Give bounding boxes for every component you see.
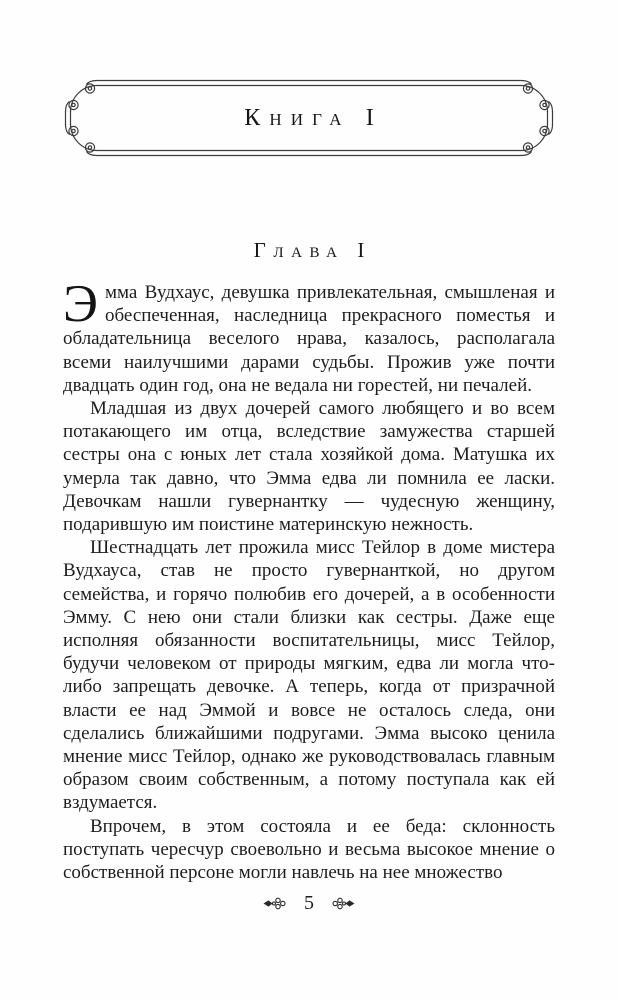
page-footer bbox=[63, 892, 555, 915]
page-number: 5 bbox=[304, 892, 314, 914]
drop-cap: Э bbox=[63, 275, 98, 333]
fleuron-left-icon bbox=[263, 896, 287, 911]
chapter-title: Глава I bbox=[253, 238, 372, 262]
fleuron-right-icon bbox=[331, 896, 355, 911]
body-text bbox=[63, 275, 555, 884]
body-paragraph: Впрочем, в этом состояла и ее беда: склонность поступать чересчур своевольно и весьма высокое мнение о собственной персоне могли навлечь на нее множество bbox=[63, 815, 555, 884]
book-header-frame bbox=[63, 78, 555, 158]
body-paragraph: Эмма Вудхаус, девушка привлекательная, смышленая и обеспеченная, наследница прекрасного поместья и обладательница веселого нрава, казалось, располагала всеми наилучшими дарами судьбы. Прожив уже почти двадцать один год, она не ведала ни горестей, ни печалей. bbox=[63, 275, 555, 396]
body-paragraph: Шестнадцать лет прожила мисс Тейлор в доме мистера Вудхауса, став не просто гувернанткой, но другом семейства, и горячо полюбив его дочерей, а в особенности Эмму. С нею они стали близки как сестры. Даже еще исполняя обязанности воспитательницы, мисс Тейлор, будучи человеком от природы мягким, едва ли могла что-либо запрещать девочке. А теперь, когда от призрачной власти ее над Эммой и вовсе не осталось следа, они сделались ближайшими подругами. Эмма высоко ценила мнение мисс Тейлор, однако же руководствовалась главным образом своим собственным, а потому поступала как ей вздумается. bbox=[63, 537, 555, 814]
body-paragraph: Младшая из двух дочерей самого любящего и во всем потакающего им отца, вследствие замужества старшей сестры она с юных лет стала хозяйкой дома. Матушка их умерла так давно, что Эмма едва ли помнила ее ласки. Девочкам нашли гувернантку — чудесную женщину, подарившую им поистине материнскую нежность. bbox=[63, 398, 555, 536]
book-title: Книга I bbox=[244, 104, 383, 131]
